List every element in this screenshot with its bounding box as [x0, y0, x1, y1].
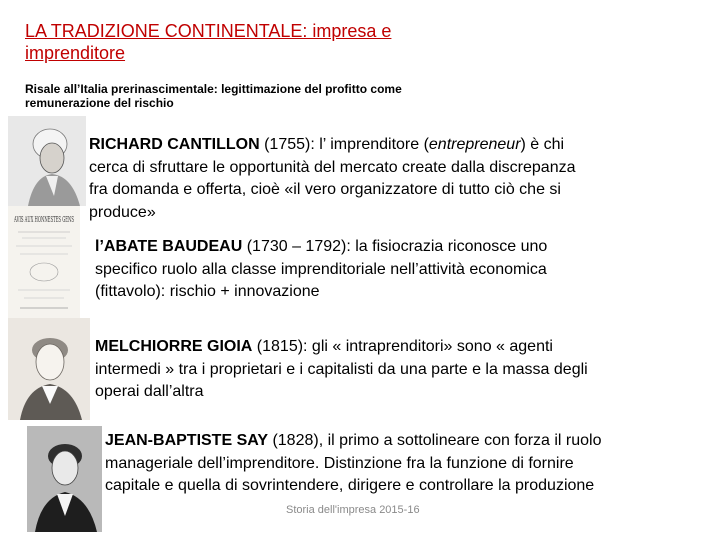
baudeau-text: (1730 – 1792): la fisiocrazia riconosce uno specifico ruolo alla classe imprenditoriale nell’attività economica (fittavolo): rischio + innovazione — [95, 238, 548, 300]
cantillon-text-a: (1755): l’ imprenditore ( — [259, 136, 429, 153]
gioia-portrait — [8, 318, 90, 420]
cantillon-portrait — [8, 116, 86, 206]
book-title-text: AVIS AUX HONNESTES GENS — [13, 215, 74, 224]
say-text: (1828), il primo a sottolineare con forza il ruolo manageriale dell’imprenditore. Distinzione fra la funzione di fornire capitale e quella di sovrintendere, dirigere e controllare la produzione — [105, 432, 602, 494]
cantillon-paragraph — [89, 134, 589, 224]
slide-subtitle: Risale all’Italia prerinascimentale: legittimazione del profitto come remunerazione del rischio — [25, 82, 402, 110]
cantillon-name: RICHARD CANTILLON — [89, 136, 260, 153]
gioia-paragraph — [95, 336, 595, 404]
slide-title: LA TRADIZIONE CONTINENTALE: impresa e imprenditore — [25, 21, 392, 63]
baudeau-book-title-page — [8, 206, 80, 318]
say-portrait — [27, 426, 102, 532]
cantillon-text-b: ) è chi cerca di sfruttare le opportunità del mercato create dalla discrepanza fra domanda e offerta, cioè «il vero organizzatore di tutto ciò che si produce» — [89, 136, 576, 221]
baudeau-name: l’ABATE BAUDEAU — [95, 238, 243, 255]
cantillon-text-em: entrepreneur — [428, 136, 521, 153]
baudeau-paragraph — [95, 236, 585, 304]
slide-footer: Storia dell'impresa 2015-16 — [286, 504, 420, 516]
gioia-name: MELCHIORRE GIOIA — [95, 338, 253, 355]
say-paragraph — [105, 430, 615, 498]
say-name: JEAN-BAPTISTE SAY — [105, 432, 268, 449]
gioia-text: (1815): gli « intraprenditori» sono « agenti intermedi » tra i proprietari e i capitalisti da una parte e la massa degli operai dall’altra — [95, 338, 588, 400]
